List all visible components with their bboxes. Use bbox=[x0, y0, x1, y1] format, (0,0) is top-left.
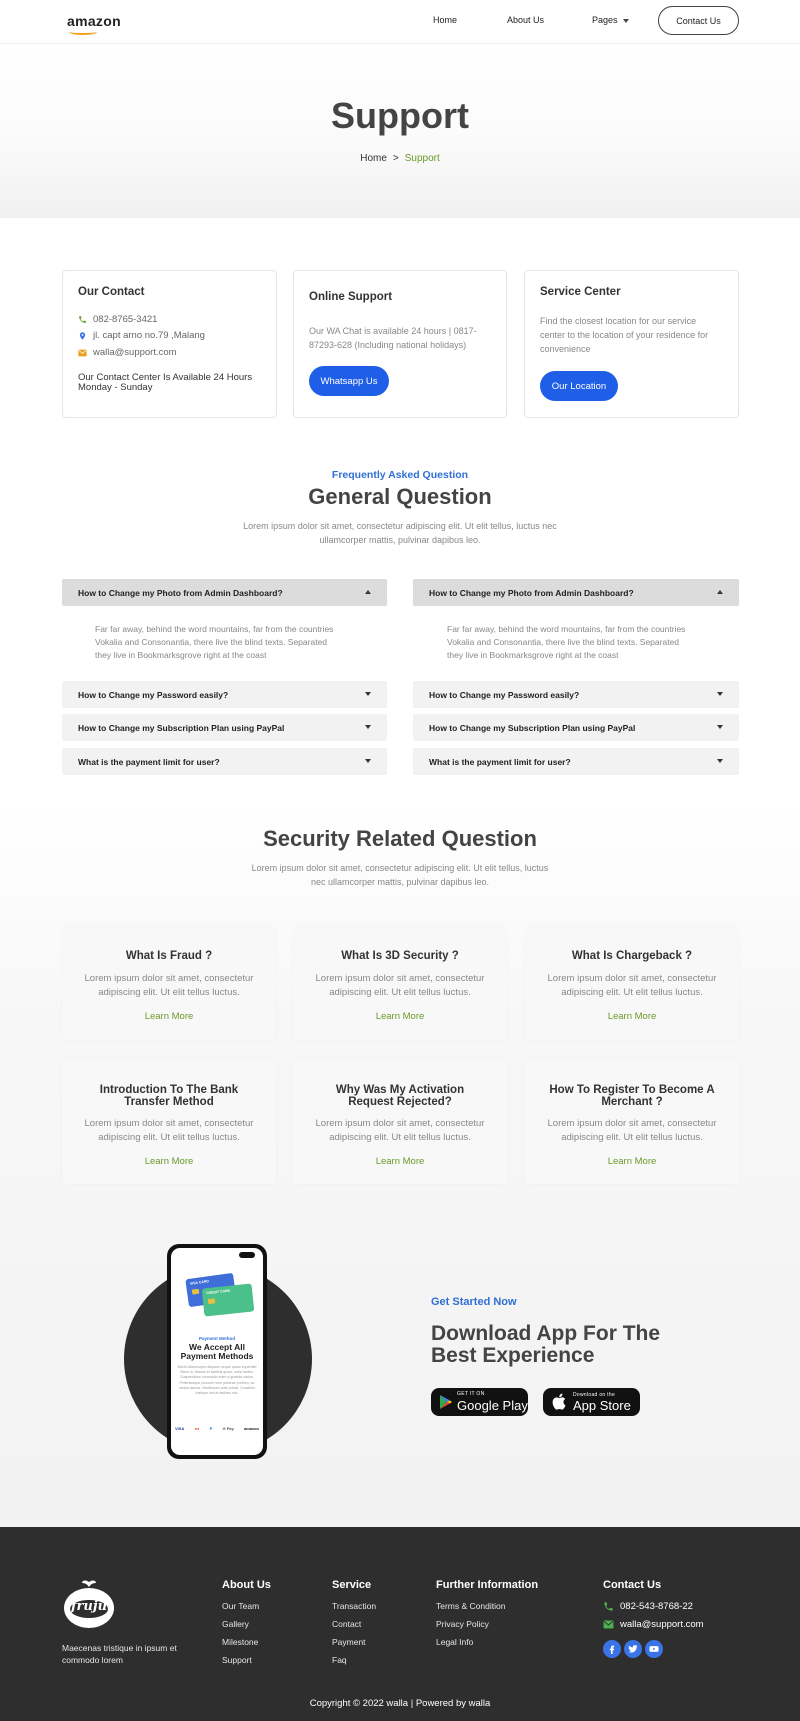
chevron-down-icon bbox=[717, 692, 723, 696]
learn-more-link[interactable]: Learn More bbox=[144, 1156, 194, 1167]
security-card-title: What Is 3D Security ? bbox=[341, 950, 459, 962]
nav-home[interactable]: Home bbox=[433, 15, 458, 25]
hero-banner bbox=[0, 44, 800, 218]
chevron-down-icon bbox=[365, 692, 371, 696]
footer-contact-heading: Contact Us bbox=[603, 1579, 662, 1591]
security-card bbox=[525, 1058, 739, 1184]
title-line: Payment Methods bbox=[180, 1351, 254, 1361]
store-big-text: Google Play bbox=[457, 1398, 528, 1413]
text-line: adipiscing elit. Ut elit tellus luctus. bbox=[329, 987, 471, 998]
footer-further-heading: Further Information bbox=[436, 1579, 539, 1591]
tagline-line: commodo lorem bbox=[62, 1655, 123, 1665]
apple-icon bbox=[552, 1393, 566, 1410]
security-card-text bbox=[525, 972, 739, 1000]
security-card-text bbox=[62, 972, 276, 1000]
whatsapp-button[interactable]: Whatsapp Us bbox=[309, 366, 389, 396]
title-line: Transfer Method bbox=[124, 1096, 214, 1108]
text-line: adipiscing elit. Ut elit tellus luctus. bbox=[98, 1132, 240, 1143]
card-title: Online Support bbox=[309, 291, 393, 303]
site-header bbox=[0, 0, 800, 44]
faq-question-label: What is the payment limit for user? bbox=[429, 756, 571, 767]
site-logo[interactable] bbox=[67, 13, 121, 29]
footer-link[interactable]: Contact bbox=[332, 1619, 362, 1629]
store-small-text: GET IT ON bbox=[457, 1391, 485, 1397]
title-line: Introduction To The Bank bbox=[99, 1084, 239, 1096]
security-card-text bbox=[525, 1117, 739, 1145]
tagline-line: Maecenas tristique in ipsum et bbox=[62, 1643, 177, 1653]
learn-more-link[interactable]: Learn More bbox=[375, 1156, 425, 1167]
google-play-icon bbox=[439, 1394, 453, 1410]
card-text: Our WA Chat is available 24 hours | 0817-87293-628 (Including national holidays) bbox=[309, 326, 477, 350]
breadcrumb-home[interactable]: Home bbox=[360, 153, 387, 164]
text-line: Lorem ipsum dolor sit amet, consectetur bbox=[315, 1118, 485, 1129]
footer-link[interactable]: Transaction bbox=[332, 1601, 377, 1611]
contact-email bbox=[78, 347, 177, 358]
chevron-down-icon bbox=[365, 725, 371, 729]
title-line: Why Was My Activation bbox=[335, 1084, 465, 1096]
phone-icon bbox=[603, 1601, 614, 1612]
contact-us-button[interactable]: Contact Us bbox=[658, 6, 739, 35]
card-title: Service Center bbox=[540, 286, 621, 298]
phone-text: 082-8765-3421 bbox=[93, 314, 158, 325]
security-card bbox=[293, 1058, 507, 1184]
footer-link[interactable]: Payment bbox=[332, 1637, 366, 1647]
mail-icon bbox=[78, 349, 87, 357]
gpay-logo: G Pay bbox=[222, 1426, 234, 1431]
security-card-text bbox=[62, 1117, 276, 1145]
footer-about-heading: About Us bbox=[222, 1579, 271, 1591]
amazon-logo: amazon bbox=[244, 1426, 259, 1431]
email-text: walla@support.com bbox=[93, 347, 177, 358]
security-card-title: What Is Fraud ? bbox=[125, 950, 213, 962]
phone-eyebrow: Payment Method bbox=[198, 1336, 235, 1341]
learn-more-link[interactable]: Learn More bbox=[375, 1011, 425, 1022]
text-line: adipiscing elit. Ut elit tellus luctus. bbox=[98, 987, 240, 998]
mastercard-logo: ●● bbox=[194, 1426, 200, 1431]
title-line: Download App For The bbox=[431, 1322, 661, 1345]
security-card-title bbox=[62, 1084, 276, 1108]
text-line: Lorem ipsum dolor sit amet, consectetur bbox=[547, 1118, 717, 1129]
phone-title bbox=[171, 1343, 263, 1361]
text-line: adipiscing elit. Ut elit tellus luctus. bbox=[561, 987, 703, 998]
faq-question[interactable] bbox=[62, 714, 387, 741]
email-text: walla@support.com bbox=[620, 1619, 704, 1630]
footer-tagline bbox=[62, 1642, 177, 1666]
faq-question[interactable] bbox=[413, 681, 739, 708]
faq-question-label: How to Change my Password easily? bbox=[429, 689, 580, 700]
phone-mockup bbox=[167, 1244, 267, 1459]
youtube-icon[interactable] bbox=[645, 1640, 663, 1658]
learn-more-link[interactable]: Learn More bbox=[607, 1156, 657, 1167]
breadcrumb-separator: > bbox=[392, 153, 399, 164]
chevron-up-icon bbox=[365, 590, 371, 594]
app-eyebrow: Get Started Now bbox=[431, 1296, 517, 1308]
store-big-text: App Store bbox=[573, 1398, 631, 1413]
payment-brands bbox=[175, 1426, 259, 1431]
faq-question[interactable] bbox=[413, 714, 739, 741]
footer-phone[interactable] bbox=[603, 1601, 693, 1612]
faq-eyebrow: Frequently Asked Question bbox=[331, 469, 469, 481]
availability-text bbox=[78, 373, 252, 393]
card-text: Find the closest location for our service center to the location of your residence for convenience bbox=[540, 316, 709, 354]
footer-link[interactable]: Faq bbox=[332, 1655, 347, 1665]
subtitle-line: ullamcorper mattis, pulvinar dapibus leo. bbox=[319, 535, 481, 545]
address-text: jl. capt arno no.79 ,Malang bbox=[93, 330, 205, 341]
faq-question-label: How to Change my Photo from Admin Dashboard? bbox=[429, 587, 634, 598]
footer-link[interactable]: Terms & Condition bbox=[436, 1601, 506, 1611]
contact-address bbox=[78, 330, 205, 341]
our-contact-card bbox=[62, 270, 277, 418]
chevron-down-icon bbox=[717, 725, 723, 729]
contact-phone bbox=[78, 314, 157, 325]
chevron-up-icon bbox=[717, 590, 723, 594]
faq-question-label: How to Change my Photo from Admin Dashboard? bbox=[78, 587, 283, 598]
security-subtitle bbox=[0, 861, 800, 889]
text-line: adipiscing elit. Ut elit tellus luctus. bbox=[329, 1132, 471, 1143]
phone-icon bbox=[78, 315, 87, 324]
chevron-down-icon bbox=[717, 759, 723, 763]
footer-service-heading: Service bbox=[332, 1579, 372, 1591]
card-label: CREDIT CARD bbox=[205, 1288, 231, 1296]
card-chip bbox=[208, 1298, 215, 1304]
faq-question[interactable] bbox=[62, 579, 387, 606]
faq-question[interactable] bbox=[413, 579, 739, 606]
text-line: Lorem ipsum dolor sit amet, consectetur bbox=[315, 973, 485, 984]
subtitle-line: Lorem ipsum dolor sit amet, consectetur adipiscing elit. Ut elit tellus, luctus nec bbox=[243, 521, 557, 531]
phone-text: 082-543-8768-22 bbox=[620, 1601, 693, 1612]
online-support-card bbox=[293, 270, 507, 418]
paypal-logo: P bbox=[209, 1426, 213, 1431]
twitter-icon[interactable] bbox=[624, 1640, 642, 1658]
text-line: Lorem ipsum dolor sit amet, consectetur bbox=[547, 973, 717, 984]
faq-subtitle bbox=[0, 519, 800, 547]
our-location-button[interactable]: Our Location bbox=[540, 371, 618, 401]
site-footer bbox=[0, 1527, 800, 1721]
faq-question-label: How to Change my Password easily? bbox=[78, 689, 229, 700]
footer-link[interactable]: Support bbox=[222, 1655, 252, 1665]
nav-pages[interactable] bbox=[592, 15, 629, 25]
title-line: We Accept All bbox=[189, 1342, 245, 1352]
nav-about[interactable]: About Us bbox=[507, 15, 545, 25]
text-line: Lorem ipsum dolor sit amet, consectetur bbox=[84, 1118, 254, 1129]
logo-smile-icon bbox=[69, 29, 97, 35]
phone-camera bbox=[239, 1252, 255, 1258]
subtitle-line: Lorem ipsum dolor sit amet, consectetur adipiscing elit. Ut elit tellus, luctus bbox=[251, 863, 549, 873]
facebook-glyph bbox=[607, 1644, 617, 1654]
security-card-title bbox=[525, 1084, 739, 1108]
faq-question[interactable] bbox=[62, 681, 387, 708]
card-title: Our Contact bbox=[78, 286, 145, 298]
twitter-glyph bbox=[628, 1644, 638, 1654]
footer-email[interactable] bbox=[603, 1619, 704, 1630]
subtitle-line: nec ullamcorper mattis, pulvinar dapibus leo. bbox=[310, 877, 490, 887]
learn-more-link[interactable]: Learn More bbox=[607, 1011, 657, 1022]
card-chip bbox=[192, 1289, 200, 1295]
faq-question-label: How to Change my Subscription Plan using PayPal bbox=[429, 722, 636, 733]
title-line: How To Register To Become A bbox=[549, 1084, 715, 1096]
title-line: Merchant ? bbox=[601, 1096, 663, 1108]
security-card-title bbox=[293, 1084, 507, 1108]
phone-text: Morbi ullamcorper aliquam neque quam imperdiet libero in. Mauris et facilisis quam, nulla facilisi. Suspendisse commodo enim a gravida varius. Pellentesque posuere sem pulvinar pretium, ac metus lacinia. Vestibulum ante primis. Curabitur tristique nisl et facilisis nisi. bbox=[177, 1365, 257, 1396]
faq-question[interactable] bbox=[413, 748, 739, 775]
nav-pages-label: Pages bbox=[592, 15, 618, 25]
security-card bbox=[62, 924, 276, 1040]
security-card bbox=[293, 924, 507, 1040]
footer-link[interactable]: Gallery bbox=[222, 1619, 249, 1629]
security-card bbox=[525, 924, 739, 1040]
text-line: Lorem ipsum dolor sit amet, consectetur bbox=[84, 973, 254, 984]
footer-link[interactable]: Legal Info bbox=[436, 1637, 474, 1647]
faq-answer: Far far away, behind the word mountains, far from the countries Vokalia and Consonantia, there live the blind texts. Separated they live in Bookmarksgrove right at the coast bbox=[95, 624, 334, 660]
store-small-text: Download on the bbox=[573, 1392, 616, 1398]
page-title: Support bbox=[331, 95, 469, 136]
security-card-text bbox=[293, 1117, 507, 1145]
card-label: VISA CARD bbox=[189, 1279, 210, 1286]
breadcrumb-current: Support bbox=[404, 153, 440, 164]
facebook-icon[interactable] bbox=[603, 1640, 621, 1658]
learn-more-link[interactable]: Learn More bbox=[144, 1011, 194, 1022]
visa-logo: VISA bbox=[175, 1426, 185, 1431]
faq-question-label: What is the payment limit for user? bbox=[78, 756, 220, 767]
mail-icon bbox=[603, 1620, 614, 1629]
availability-line: Our Contact Center Is Available 24 Hours bbox=[78, 372, 253, 383]
title-line: Best Experience bbox=[431, 1344, 595, 1367]
breadcrumb bbox=[0, 153, 800, 164]
location-pin-icon bbox=[78, 331, 87, 341]
logo-text: amazon bbox=[67, 13, 121, 29]
footer-logo-text: fruju bbox=[70, 1599, 108, 1614]
faq-question[interactable] bbox=[62, 748, 387, 775]
title-line: Request Rejected? bbox=[348, 1096, 452, 1108]
footer-link[interactable]: Our Team bbox=[222, 1601, 260, 1611]
phone-screen bbox=[171, 1248, 263, 1455]
chevron-down-icon bbox=[365, 759, 371, 763]
security-card-text bbox=[293, 972, 507, 1000]
faq-answer: Far far away, behind the word mountains, far from the countries Vokalia and Consonantia, there live the blind texts. Separated they live in Bookmarksgrove right at the coast bbox=[447, 624, 686, 660]
footer-link[interactable]: Privacy Policy bbox=[436, 1619, 489, 1629]
app-store-button[interactable] bbox=[543, 1388, 640, 1416]
copyright-text: Copyright © 2022 walla | Powered by walla bbox=[309, 1698, 491, 1709]
text-line: adipiscing elit. Ut elit tellus luctus. bbox=[561, 1132, 703, 1143]
security-card-title: What Is Chargeback ? bbox=[571, 950, 693, 962]
service-center-card bbox=[524, 270, 739, 418]
youtube-glyph bbox=[649, 1644, 659, 1654]
security-card bbox=[62, 1058, 276, 1184]
footer-link[interactable]: Milestone bbox=[222, 1637, 259, 1647]
faq-question-label: How to Change my Subscription Plan using PayPal bbox=[78, 722, 285, 733]
google-play-button[interactable] bbox=[431, 1388, 528, 1416]
availability-line: Monday - Sunday bbox=[78, 382, 153, 393]
faq-title: General Question bbox=[308, 484, 492, 509]
app-title bbox=[431, 1323, 660, 1367]
credit-card-image bbox=[202, 1283, 255, 1316]
security-title: Security Related Question bbox=[263, 826, 537, 851]
chevron-down-icon bbox=[623, 19, 629, 23]
